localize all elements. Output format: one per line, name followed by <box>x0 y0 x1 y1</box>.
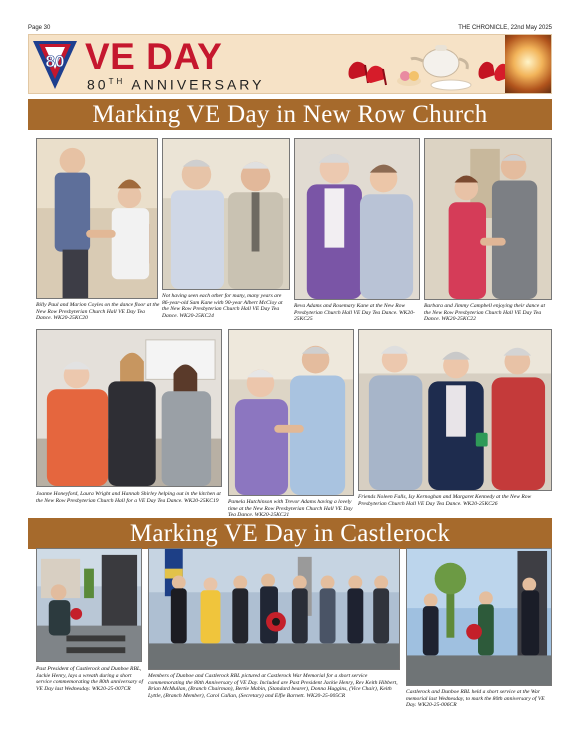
photo-jackie-wreath <box>36 548 142 662</box>
teapot-and-cakes-icon <box>391 35 475 94</box>
photo-reva-rosemary <box>294 138 420 300</box>
photo-rbl-members <box>148 548 400 670</box>
caption-photo-8: Past President of Castlerock and Dunboe RBL, Jackie Henry, lays a wreath during a short service commemorating the 80th anniversary of VE Day last Wednesday. WK20-25-007CR <box>36 666 144 692</box>
caption-photo-1: Billy Paul and Marion Coyles on the dance floor at the New Row Presbyterian Church Hall VE Day Tea Dance. WK20-25KC20 <box>36 302 160 322</box>
page-header <box>28 24 552 34</box>
caption-photo-10: Castlerock and Dunboe RBL held a short service at the War memorial last Wednesday, to mark the 80th anniversary of VE Day. WK20-25-006CR <box>406 689 545 709</box>
section-title-new-row: Marking VE Day in New Row Church <box>28 99 552 130</box>
photo-noleen-isy-margaret <box>358 329 552 491</box>
badge-number: 80 <box>45 52 65 71</box>
caption-photo-4: Barbara and Jimmy Campbell enjoying their dance at the New Row Presbyterian Church Hall VE Day Tea Dance. WK20-25KC22 <box>424 303 546 323</box>
photo-barbara-jimmy <box>424 138 552 300</box>
page-number: Page 30 <box>28 25 51 31</box>
section-title-castlerock: Marking VE Day in Castlerock <box>28 518 552 549</box>
photo-pamela-trevor <box>228 329 354 496</box>
photo-sam-albert <box>162 138 290 290</box>
caption-photo-3: Reva Adams and Rosemary Kane at the New Row Presbyterian Church Hall VE Day Tea Dance. WK20-25KC25 <box>294 303 415 323</box>
caption-photo-5: Joanne Honeyford, Laura Wright and Hannah Shirley helping out in the kitchen at the New Row Presbyterian Church Hall for a VE Day Tea Dance. WK20-25KC19 <box>36 491 221 504</box>
caption-photo-6: Pamela Hutchinson with Trevor Adams having a lovely time at the New Row Presbyterian Church Hall VE Day Tea Dance. WK20-25KC21 <box>228 499 353 519</box>
subtitle-suffix: TH <box>108 77 126 86</box>
caption-photo-9: Members of Dunboe and Castlerock RBL pictured at Castlerock War Memorial for a short service commemorating the 80th Anniversary of VE Day. Included are Past President Jackie Henry, Rev Keith Hibbert, Brian McMullan, (Branch Chairman), Bertie Mabin, (Standard bearer), Donna Huggins, (Vice Chair), Keith Lyttle, (Branch Member), Carol Callan, (Secretary) and Elfie Barnett. WK20-25-005CR <box>148 673 398 699</box>
subtitle-number: 80 <box>87 76 109 93</box>
subtitle-rest: ANNIVERSARY <box>125 76 265 93</box>
photo-billy-marion <box>36 138 158 299</box>
caption-photo-2: Not having seen each other for many, many years are 86-year-old Sam Kane with 90-year Albert McCloy at the New Row Presbyterian Church Hall VE Day Tea Dance. WK20-25KC24 <box>162 293 283 319</box>
red-shoes-icon <box>343 35 389 94</box>
ve-day-banner <box>28 34 552 94</box>
publication-date: THE CHRONICLE, 22nd May 2025 <box>458 25 552 31</box>
caption-photo-7: Friends Noleen Falls, Isy Kernoghan and Margaret Kennedy at the New Row Presbyterian Church Hall VE Day Tea Dance. WK20-25KC26 <box>358 494 532 507</box>
banner-title: VE DAY <box>85 36 223 77</box>
ve-80-badge-icon <box>31 39 79 91</box>
banner-subtitle <box>87 74 264 93</box>
photo-kitchen-helpers <box>36 329 222 487</box>
lantern-glow-image <box>505 35 551 94</box>
photo-war-memorial-service <box>406 548 552 686</box>
